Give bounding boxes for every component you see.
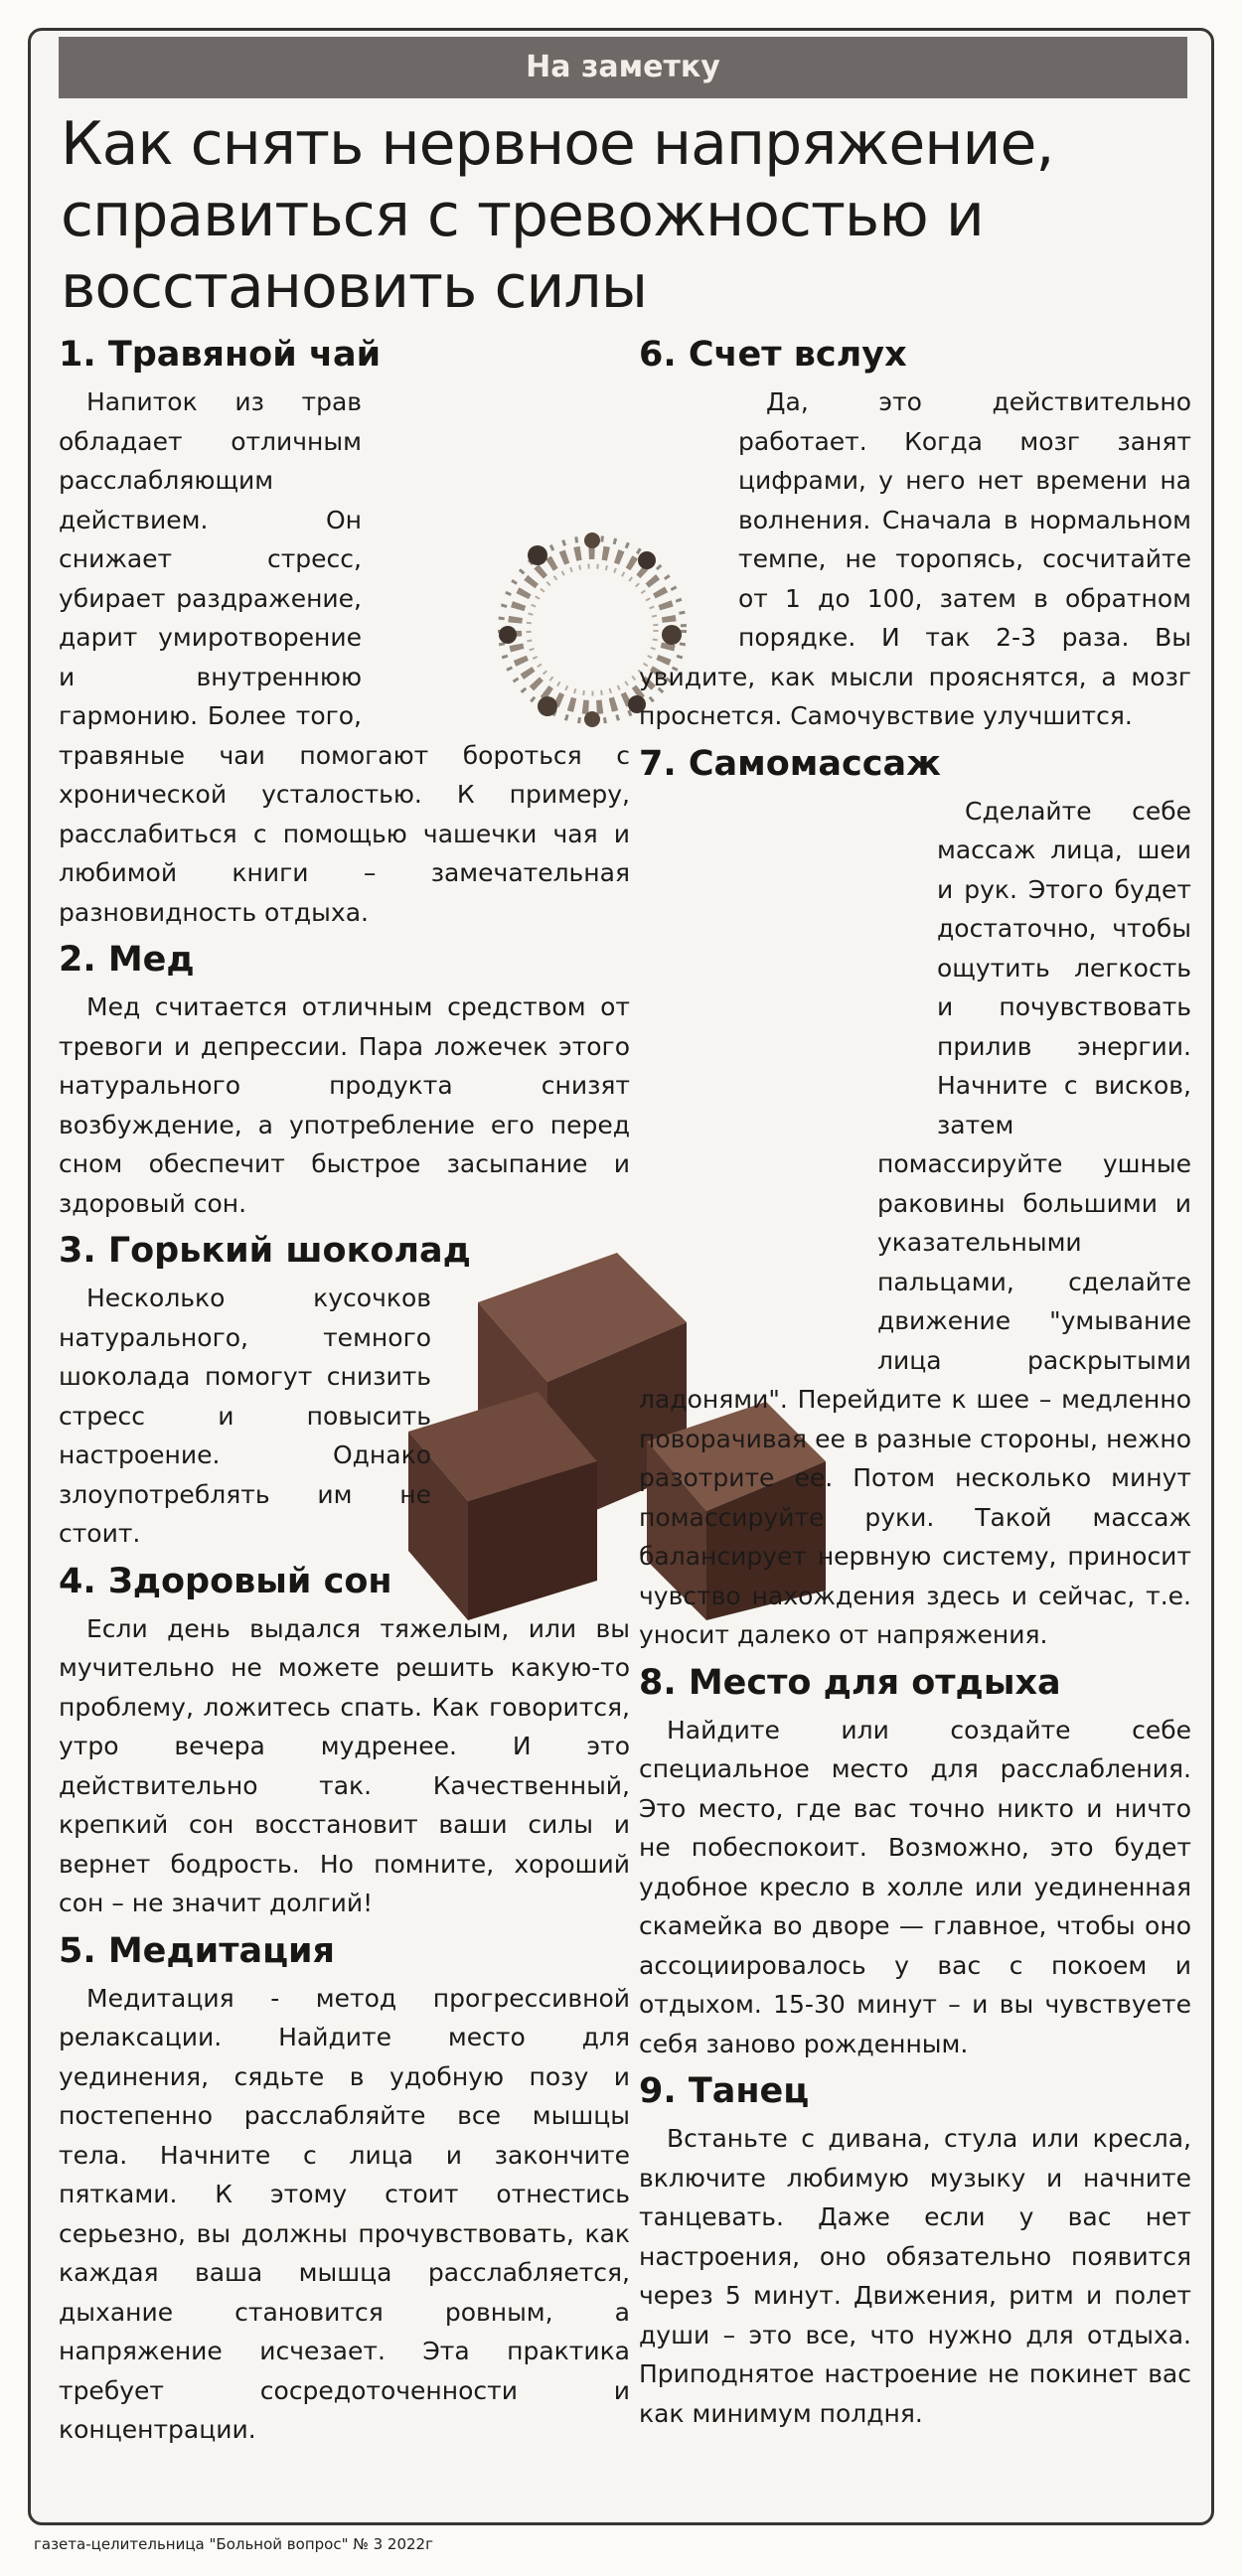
section-title: 8. Место для отдыха xyxy=(639,1662,1061,1703)
chocolate-space-right-a xyxy=(639,1030,937,1120)
section-text: Сделайте себе массаж лица, шеи и рук. Этого будет достаточно, чтобы ощутить легкость и почувствовать прилив энергии. Начните с висков, затем помассируйте ушные раковины большими и указательными пальцами, сделайте движение "умывание лица раскрытыми ладонями". Перейдите к шее – медленно поворачивая ее в разные стороны, нежно разотрите ее. Потом несколько минут помассируйте руки. Такой массаж балансирует нервную систему, приносит чувство нахождения здесь и сейчас, т.е. уносит далеко от напряжения. xyxy=(639,796,1191,1649)
rubric-banner: На заметку xyxy=(59,37,1187,98)
section-title: 9. Танец xyxy=(639,2071,810,2111)
section-dark-chocolate xyxy=(59,1229,630,1554)
wreath-space xyxy=(362,382,630,710)
section-text: Медитация - метод прогрессивной релаксации. Найдите место для уединения, сядьте в удобную позу и постепенно расслабляйте все мышцы тела. Начните с лица и закончите пятками. К этому стоит отнестись серьезно, вы должны прочувствовать, как каждая ваша мышца расслабляется, дыхание становится ровным, а напряжение исчезает. Эта практика требует сосредоточенности и концентрации. xyxy=(59,1983,630,2444)
section-title: 5. Медитация xyxy=(59,1930,336,1971)
section-rest-place xyxy=(639,1661,1191,2064)
section-counting-aloud xyxy=(639,333,1191,736)
section-text: Несколько кусочков натурального, темного шоколада помогут снизить стресс и повысить настроение. Однако злоупотреблять им не стоит. xyxy=(59,1284,431,1548)
section-herbal-tea xyxy=(59,333,630,932)
section-dance xyxy=(639,2069,1191,2433)
left-column xyxy=(59,333,630,2456)
section-title: 3. Горький шоколад xyxy=(59,1231,471,1271)
section-text: Встаньте с дивана, стула или кресла, включите любимую музыку и начните танцевать. Даже если у вас нет настроения, оно обязательно появится через 5 минут. Движения, ритм и полет души – это все, что нужно для отдыха. Приподнятое настроение не покинет вас как минимум полдня. xyxy=(639,2124,1191,2428)
section-healthy-sleep xyxy=(59,1560,630,1923)
right-column xyxy=(639,333,1191,2439)
wreath-space-right xyxy=(639,382,738,631)
section-honey xyxy=(59,938,630,1223)
section-title: 2. Мед xyxy=(59,940,195,980)
chocolate-space-right-b xyxy=(639,1120,877,1378)
article-headline: Как снять нервное напряжение, справиться с тревожностью и восстановить силы xyxy=(61,109,1054,322)
section-text: Если день выдался тяжелым, или вы мучительно не можете решить какую-то проблему, ложитесь спать. Как говорится, утро вечера мудренее. И это действительно так. Качественный, крепкий сон восстановит ваши силы и вернет бодрость. Но помните, хороший сон – не значит долгий! xyxy=(59,1613,630,1917)
section-title: 4. Здоровый сон xyxy=(59,1561,392,1601)
article-frame xyxy=(28,28,1214,2525)
section-text: Да, это действительно работает. Когда мозг занят цифрами, у него нет времени на волнения. Сначала в нормальном темпе, не торопясь, сосчитайте от 1 до 100, затем в обратном порядке. И так 2-3 раза. Вы увидите, как мысли прояснятся, а мозг проснется. Самочувствие улучшится. xyxy=(639,387,1191,730)
section-meditation xyxy=(59,1929,630,2450)
section-text: Напиток из трав обладает отличным расслабляющим действием. Он снижает стресс, убирает раздражение, дарит умиротворение и внутреннюю гармонию. Более того, травяные чаи помогают бороться с хронической усталостью. К примеру, расслабиться с помощью чашечки чая и любимой книги – замечательная разновидность отдыха. xyxy=(59,387,630,927)
section-self-massage xyxy=(639,742,1191,1655)
chocolate-space xyxy=(431,1279,630,1507)
section-title: 7. Самомассаж xyxy=(639,743,941,784)
section-title: 1. Травяной чай xyxy=(59,335,382,375)
section-text: Мед считается отличным средством от тревоги и депрессии. Пара ложечек этого натурального продукта снизят возбуждение, а употребление его перед сном обеспечит быстрое засыпание и здоровый сон. xyxy=(59,992,630,1218)
section-text: Найдите или создайте себе специальное место для расслабления. Это место, где вас точно никто и ничто не побеспокоит. Возможно, это будет удобное кресло в холле или уединенная скамейка во дворе — главное, чтобы оно ассоциировалось у вас с покоем и отдыхом. 15-30 минут – и вы чувствуете себя заново рожденным. xyxy=(639,1715,1191,2058)
section-title: 6. Счет вслух xyxy=(639,335,907,375)
source-caption: газета-целительница "Больной вопрос" № 3 2022г xyxy=(34,2535,433,2553)
